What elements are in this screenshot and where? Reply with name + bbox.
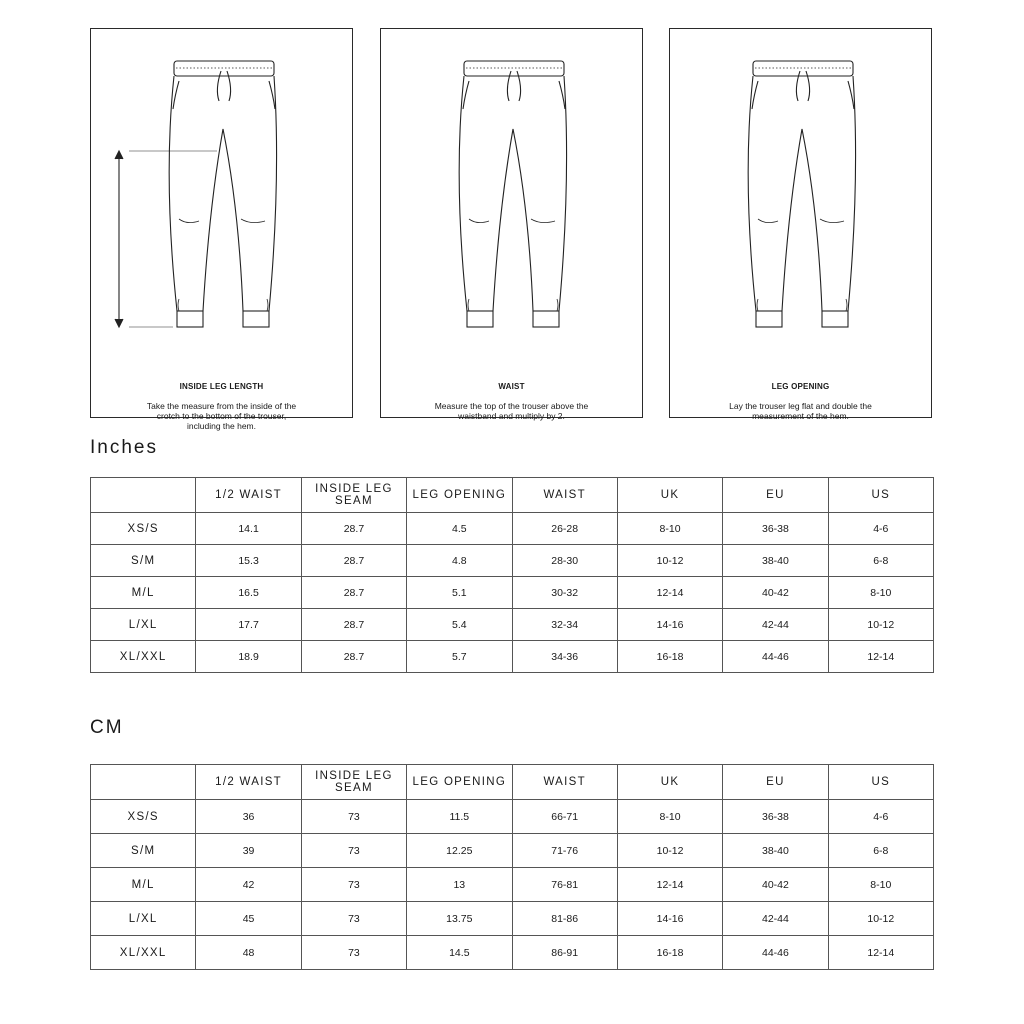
table-cell: 48 [196,936,301,970]
column-header: EU [723,765,828,800]
table-cell: 36 [196,800,301,834]
trouser-inside-leg-icon [91,29,354,419]
table-cell: 12-14 [617,868,722,902]
table-cell: 12.25 [407,834,512,868]
panel-description: Measure the top of the trouser above the waistband and multiply by 2. [434,401,589,421]
table-cell: 38-40 [723,545,828,577]
trouser-leg-opening-icon [670,29,933,419]
column-header: US [828,765,933,800]
table-cell: 5.7 [407,641,512,673]
inside-leg-panel [90,28,353,431]
table-cell: 38-40 [723,834,828,868]
table-cell: 44-46 [723,641,828,673]
table-cell: 73 [301,834,406,868]
table-header-row [91,765,934,800]
table-cell: 12-14 [828,936,933,970]
table-row [91,641,934,673]
size-label: XS/S [91,800,196,834]
trouser-waist-icon [381,29,644,419]
table-cell: 6-8 [828,834,933,868]
table-cell: 14.1 [196,513,301,545]
table-cell: 8-10 [617,800,722,834]
table-cell: 42-44 [723,902,828,936]
table-cell: 73 [301,800,406,834]
column-header [91,765,196,800]
table-cell: 16-18 [617,641,722,673]
table-cell: 71-76 [512,834,617,868]
column-header [91,478,196,513]
table-cell: 42-44 [723,609,828,641]
table-cell: 8-10 [617,513,722,545]
column-header: INSIDE LEG SEAM [301,478,406,513]
column-header: WAIST [512,478,617,513]
table-cell: 12-14 [828,641,933,673]
table-cell: 28.7 [301,609,406,641]
column-header: UK [617,765,722,800]
inches-size-table [90,477,934,673]
table-row [91,936,934,970]
table-cell: 73 [301,902,406,936]
table-cell: 81-86 [512,902,617,936]
table-cell: 4.8 [407,545,512,577]
table-cell: 32-34 [512,609,617,641]
table-cell: 6-8 [828,545,933,577]
table-row [91,513,934,545]
panel-title: INSIDE LEG LENGTH [179,382,264,391]
size-label: M/L [91,868,196,902]
table-cell: 28.7 [301,641,406,673]
table-cell: 8-10 [828,868,933,902]
table-cell: 28.7 [301,513,406,545]
table-cell: 73 [301,868,406,902]
cm-size-table [90,764,934,970]
cm-section-title: CM [90,717,124,738]
table-row [91,868,934,902]
panel-title: LEG OPENING [771,382,830,391]
table-cell: 30-32 [512,577,617,609]
table-cell: 10-12 [617,545,722,577]
table-cell: 14-16 [617,902,722,936]
size-label: M/L [91,577,196,609]
table-cell: 44-46 [723,936,828,970]
column-header: WAIST [512,765,617,800]
table-cell: 4.5 [407,513,512,545]
table-cell: 86-91 [512,936,617,970]
table-cell: 4-6 [828,800,933,834]
table-row [91,577,934,609]
table-row [91,800,934,834]
table-cell: 34-36 [512,641,617,673]
column-header: US [828,478,933,513]
column-header: UK [617,478,722,513]
size-label: S/M [91,545,196,577]
table-cell: 14.5 [407,936,512,970]
table-cell: 28-30 [512,545,617,577]
table-row [91,834,934,868]
table-cell: 42 [196,868,301,902]
table-row [91,902,934,936]
table-cell: 39 [196,834,301,868]
inches-section-title: Inches [90,437,158,458]
panel-title: WAIST [498,382,525,391]
table-cell: 45 [196,902,301,936]
table-cell: 11.5 [407,800,512,834]
table-cell: 76-81 [512,868,617,902]
table-cell: 40-42 [723,868,828,902]
table-cell: 40-42 [723,577,828,609]
table-cell: 17.7 [196,609,301,641]
table-cell: 5.4 [407,609,512,641]
table-cell: 16.5 [196,577,301,609]
table-cell: 15.3 [196,545,301,577]
table-cell: 4-6 [828,513,933,545]
column-header: INSIDE LEG SEAM [301,765,406,800]
table-header-row [91,478,934,513]
table-cell: 36-38 [723,513,828,545]
size-label: XS/S [91,513,196,545]
column-header: EU [723,478,828,513]
table-cell: 66-71 [512,800,617,834]
table-cell: 16-18 [617,936,722,970]
table-row [91,609,934,641]
size-label: XL/XXL [91,641,196,673]
waist-panel [380,28,643,421]
size-label: XL/XXL [91,936,196,970]
table-cell: 18.9 [196,641,301,673]
panel-description: Take the measure from the inside of the crotch to the bottom of the trouser, including the hem. [146,401,297,431]
table-cell: 5.1 [407,577,512,609]
table-cell: 12-14 [617,577,722,609]
column-header: LEG OPENING [407,478,512,513]
table-cell: 13.75 [407,902,512,936]
table-cell: 14-16 [617,609,722,641]
size-label: L/XL [91,609,196,641]
table-row [91,545,934,577]
column-header: 1/2 WAIST [196,478,301,513]
table-cell: 10-12 [617,834,722,868]
column-header: 1/2 WAIST [196,765,301,800]
table-cell: 36-38 [723,800,828,834]
table-cell: 73 [301,936,406,970]
leg-opening-panel [669,28,932,421]
size-label: S/M [91,834,196,868]
panel-description: Lay the trouser leg flat and double the measurement of the hem. [729,401,872,421]
table-cell: 8-10 [828,577,933,609]
table-cell: 13 [407,868,512,902]
table-cell: 10-12 [828,609,933,641]
table-cell: 10-12 [828,902,933,936]
table-cell: 26-28 [512,513,617,545]
table-cell: 28.7 [301,577,406,609]
size-label: L/XL [91,902,196,936]
table-cell: 28.7 [301,545,406,577]
column-header: LEG OPENING [407,765,512,800]
